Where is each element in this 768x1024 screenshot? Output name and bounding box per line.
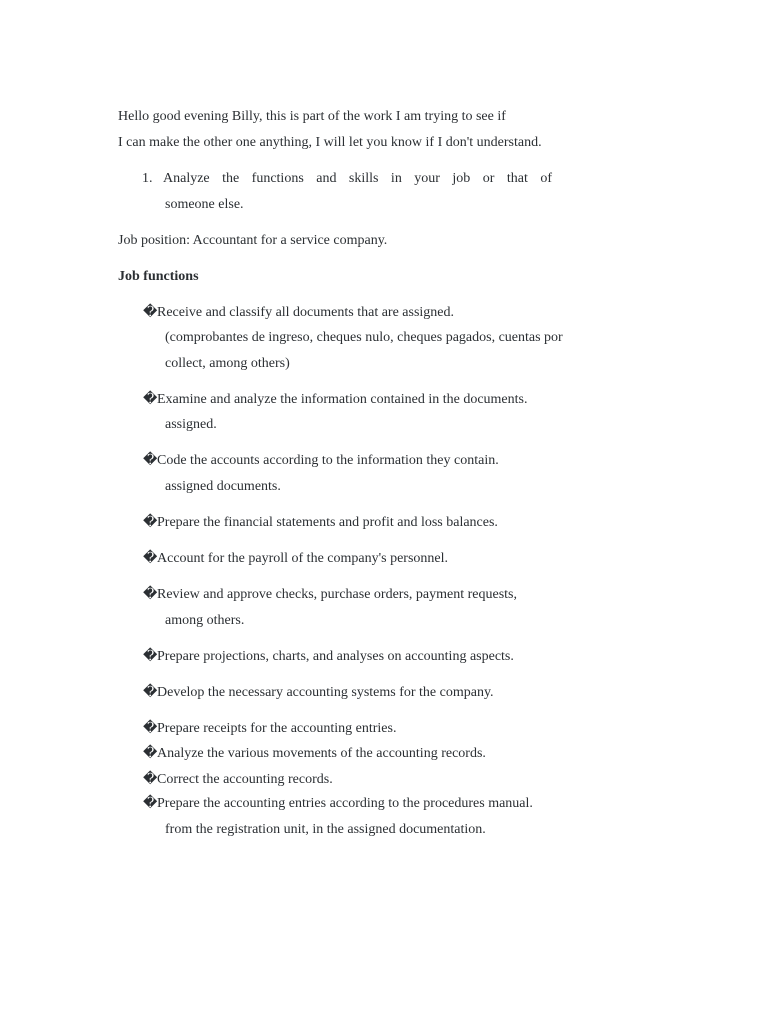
bullet-icon: � [143, 551, 158, 566]
function-text: Account for the payroll of the company's personnel. [157, 551, 448, 566]
bullet-icon: � [143, 515, 158, 530]
bullet-icon: � [143, 772, 158, 787]
function-text: Prepare projections, charts, and analyses on accounting aspects. [157, 649, 514, 664]
function-text: Analyze the various movements of the accounting records. [157, 746, 486, 761]
job-position: Job position: Accountant for a service company. [118, 233, 388, 248]
job-functions-heading: Job functions [118, 269, 199, 284]
function-item [143, 514, 498, 532]
function-item [143, 745, 486, 763]
task-number: 1. [142, 171, 153, 186]
function-continuation: collect, among others) [165, 356, 290, 371]
function-item [143, 684, 494, 702]
function-item [143, 795, 533, 813]
function-text: Prepare the accounting entries according to the procedures manual. [157, 796, 533, 811]
function-item [143, 771, 333, 789]
function-text: Develop the necessary accounting systems for the company. [157, 685, 494, 700]
function-continuation: among others. [165, 613, 245, 628]
bullet-icon: � [143, 721, 158, 736]
function-text: Review and approve checks, purchase orders, payment requests, [157, 587, 517, 602]
function-item [143, 586, 517, 604]
bullet-icon: � [143, 685, 158, 700]
intro-line-1: Hello good evening Billy, this is part of the work I am trying to see if [118, 109, 506, 124]
function-item [143, 550, 448, 568]
function-item [143, 452, 499, 470]
bullet-icon: � [143, 649, 158, 664]
function-item [143, 648, 514, 666]
function-text: Code the accounts according to the information they contain. [157, 453, 499, 468]
function-text: Receive and classify all documents that are assigned. [157, 305, 455, 320]
bullet-icon: � [143, 305, 158, 320]
function-text: Prepare the financial statements and profit and loss balances. [157, 515, 498, 530]
function-continuation: (comprobantes de ingreso, cheques nulo, cheques pagados, cuentas por [165, 330, 563, 345]
task-line-1: Analyze the functions and skills in your job or that of [163, 171, 552, 186]
function-item [143, 391, 528, 409]
bullet-icon: � [143, 587, 158, 602]
bullet-icon: � [143, 392, 158, 407]
bullet-icon: � [143, 746, 158, 761]
intro-line-2: I can make the other one anything, I will let you know if I don't understand. [118, 135, 542, 150]
bullet-icon: � [143, 453, 158, 468]
function-text: Examine and analyze the information contained in the documents. [157, 392, 528, 407]
function-item [143, 304, 454, 322]
function-continuation: assigned documents. [165, 479, 281, 494]
function-continuation: assigned. [165, 417, 217, 432]
task-line-2: someone else. [165, 197, 244, 212]
function-text: Prepare receipts for the accounting entries. [157, 721, 397, 736]
bullet-icon: � [143, 796, 158, 811]
function-text: Correct the accounting records. [157, 772, 333, 787]
function-item [143, 720, 396, 738]
function-continuation: from the registration unit, in the assigned documentation. [165, 822, 486, 837]
